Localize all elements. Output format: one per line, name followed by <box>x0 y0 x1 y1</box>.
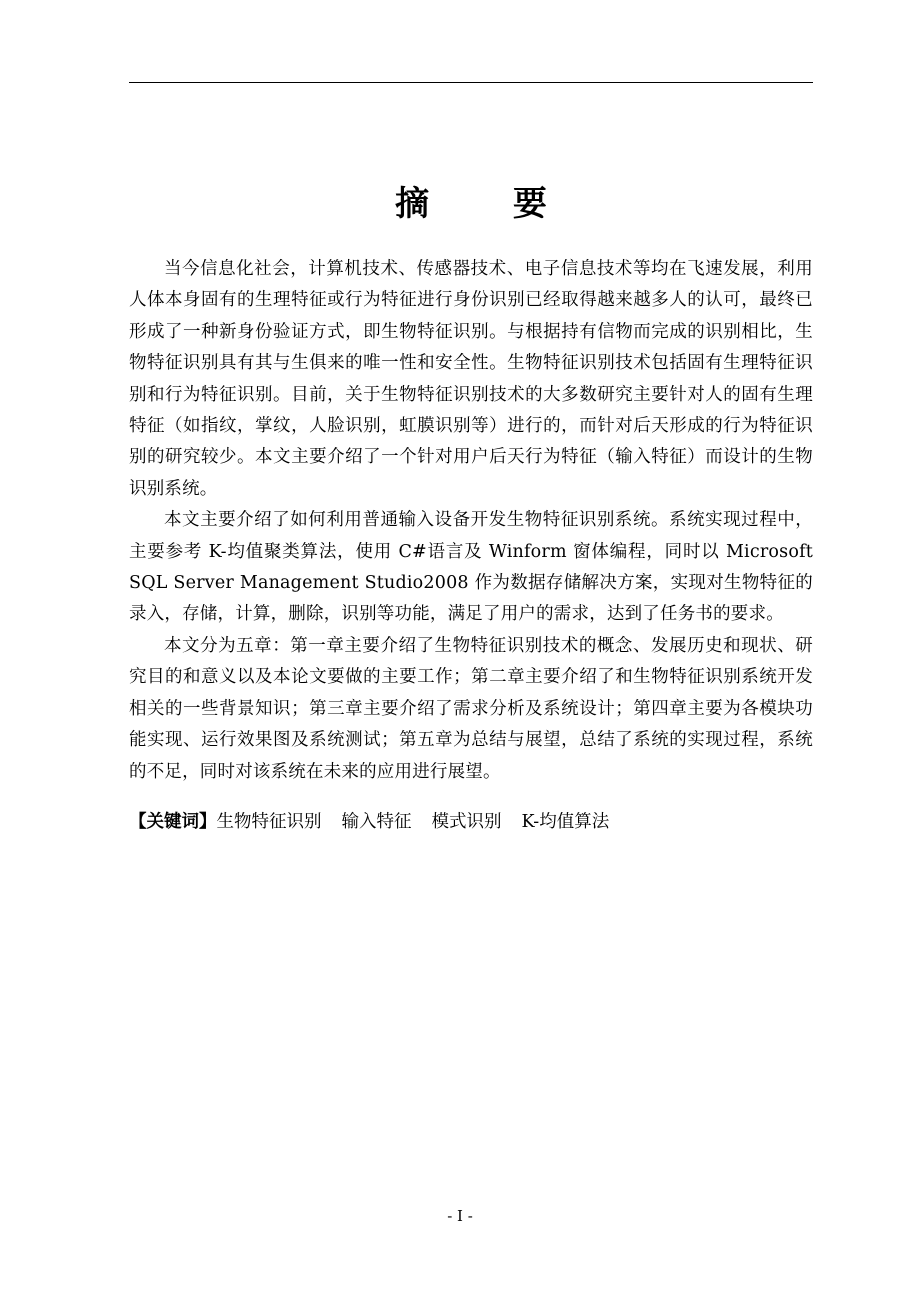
keywords-label: 【关键词】 <box>129 812 217 832</box>
keywords-line <box>129 807 813 837</box>
header-rule <box>129 82 813 83</box>
keyword-item: 模式识别 <box>431 812 502 832</box>
keyword-item: 生物特征识别 <box>216 812 322 832</box>
page-number: - I - <box>447 1207 473 1225</box>
abstract-paragraph-1: 当今信息化社会，计算机技术、传感器技术、电子信息技术等均在飞速发展，利用人体本身固有的生理特征或行为特征进行身份识别已经取得越来越多人的认可，最终已形成了一种新身份验证方式，即生物特征识别。与根据持有信物而完成的识别相比，生物特征识别具有其与生俱来的唯一性和安全性。生物特征识别技术包括固有生理特征识别和行为特征识别。目前，关于生物特征识别技术的大多数研究主要针对人的固有生理特征（如指纹，掌纹，人脸识别，虹膜识别等）进行的，而针对后天形成的行为特征识别的研究较少。本文主要介绍了一个针对用户后天行为特征（输入特征）而设计的生物识别系统。 <box>129 259 813 499</box>
abstract-body <box>129 254 813 788</box>
keyword-item: 输入特征 <box>341 812 412 832</box>
abstract-paragraph-2: 本文主要介绍了如何利用普通输入设备开发生物特征识别系统。系统实现过程中，主要参考 K-均值聚类算法，使用 C#语言及 Winform 窗体编程，同时以 Microsoft SQL Server Management Studio2008 作为数据存储解决方案，实现对生物特征的录入，存储，计算，删除，识别等功能，满足了用户的需求，达到了任务书的要求。 <box>129 510 813 625</box>
keyword-item: K-均值算法 <box>521 812 610 832</box>
abstract-title: 摘 要 <box>395 184 583 224</box>
abstract-paragraph-3: 本文分为五章：第一章主要介绍了生物特征识别技术的概念、发展历史和现状、研究目的和意义以及本论文要做的主要工作；第二章主要介绍了和生物特征识别系统开发相关的一些背景知识；第三章主要介绍了需求分析及系统设计；第四章主要为各模块功能实现、运行效果图及系统测试；第五章为总结与展望，总结了系统的实现过程，系统的不足，同时对该系统在未来的应用进行展望。 <box>129 635 813 782</box>
